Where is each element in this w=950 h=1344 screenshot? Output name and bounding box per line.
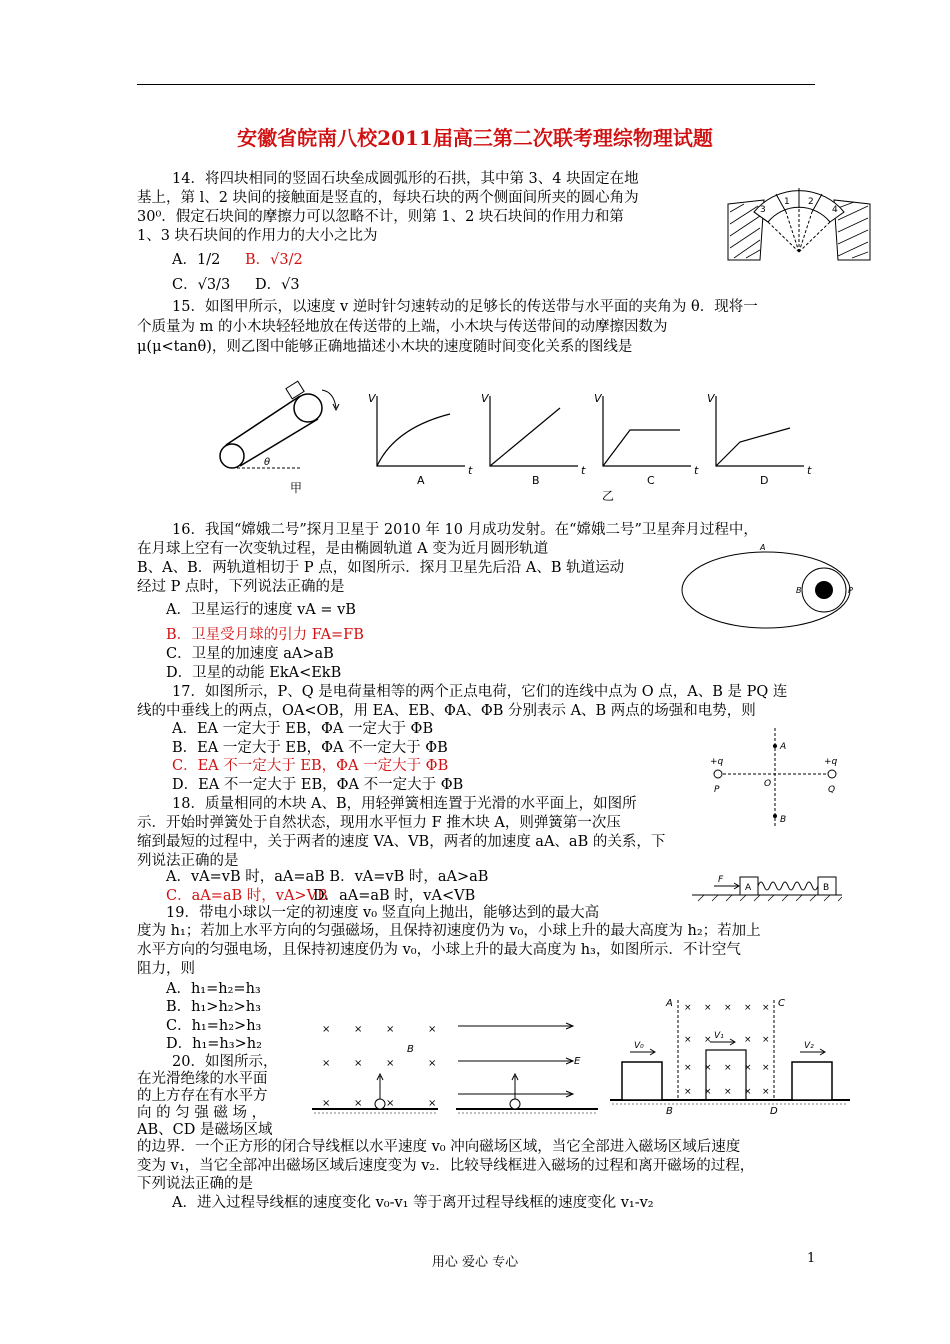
graph-b-t-axis: t (581, 464, 586, 477)
q14-line-4: 1、3 块石块间的作用力的大小之比为 (137, 228, 378, 244)
q15-line-3: μ(μ<tanθ)，则乙图中能够正确地描述小木块的速度随时间变化关系的图线是 (137, 339, 633, 355)
orbit-figure (676, 540, 856, 638)
header-rule (137, 84, 815, 85)
conveyor-belt (220, 381, 339, 495)
charge-p-sign: +q (710, 757, 724, 767)
svg-text:×: × (704, 1035, 712, 1045)
q14-option-b: B．√3/2 (245, 252, 303, 268)
q20-left-line-1: 20．如图所示， (172, 1054, 278, 1070)
svg-text:×: × (762, 1035, 770, 1045)
stone-label-1: 1 (784, 197, 790, 207)
field-e-label: E (574, 1056, 581, 1067)
page-title: 安徽省皖南八校2011届高三第二次联考理综物理试题 (237, 126, 713, 150)
point-p-label: P (714, 785, 720, 795)
svg-text:×: × (744, 1003, 752, 1013)
q18-line-4: 列说法正确的是 (137, 853, 239, 869)
q19-option-b: B．h₁>h₂>h₃ (166, 999, 261, 1015)
stone-arch-figure (724, 172, 874, 264)
q17-line-2: 线的中垂线上的两点，OA<OB，用 EA、EB、ΦA、ΦB 分别表示 A、B 两点的场强和电势，则 (137, 703, 756, 719)
graph-a-t-axis: t (468, 464, 473, 477)
point-p-label: P (848, 586, 853, 595)
q20-left-line-5: AB、CD 是磁场区域 (137, 1122, 273, 1138)
point-a-label: A (780, 742, 787, 752)
page-footer: 用心 爱心 专心 (431, 1255, 519, 1270)
q17-option-b: B．EA 一定大于 EB，ΦA 不一定大于 ΦB (172, 740, 448, 756)
fig-jia-label: 甲 (290, 481, 303, 495)
stone-label-2: 2 (808, 197, 814, 207)
spring-blocks-figure (692, 868, 842, 902)
q14-line-1: 14．将四块相同的竖固石块垒成圆弧形的石拱，其中第 3、4 块固定在地 (172, 171, 639, 187)
graph-c-t-axis: t (694, 464, 699, 477)
svg-text:×: × (428, 1024, 437, 1035)
svg-text:×: × (744, 1035, 752, 1045)
point-charges-figure (700, 726, 850, 828)
graph-a-label: A (417, 474, 425, 487)
page-number: 1 (807, 1251, 816, 1266)
graph-d-t-axis: t (807, 464, 812, 477)
q16-option-a: A．卫星运行的速度 vA = vB (166, 602, 356, 618)
q17-option-a: A．EA 一定大于 EB，ΦA 一定大于 ΦB (172, 721, 434, 737)
svg-text:×: × (744, 1087, 752, 1097)
q14-option-d: D．√3 (255, 277, 300, 293)
svg-text:×: × (724, 1063, 732, 1073)
graph-d-v-axis: V (707, 392, 715, 405)
svg-text:×: × (704, 1087, 712, 1097)
q18-option-d: D．aA=aB 时，vA<VB (313, 888, 476, 904)
q17-option-c: C．EA 不一定大于 EB，ΦA 一定大于 ΦB (172, 758, 449, 774)
svg-text:×: × (354, 1058, 363, 1069)
svg-text:×: × (704, 1063, 712, 1073)
conveyor-and-graphs-figure (210, 378, 830, 503)
orbit-a-label: A (760, 543, 766, 552)
q17-option-d: D．EA 不一定大于 EB，ΦA 不一定大于 ΦB (172, 777, 464, 793)
theta-label: θ (264, 457, 271, 468)
velocity-v0-label: V₀ (634, 1041, 644, 1051)
point-o-label: O (764, 779, 772, 789)
velocity-v1-label: V₁ (714, 1031, 724, 1041)
graph-b-v-axis: V (481, 392, 489, 405)
svg-text:×: × (704, 1003, 712, 1013)
svg-text:×: × (762, 1063, 770, 1073)
q15-line-2: 个质量为 m 的小木块轻轻地放在传送带的上端，小木块与传送带间的动摩擦因数为 (137, 319, 668, 335)
boundary-a-label: A (666, 998, 673, 1009)
velocity-v2-label: V₂ (804, 1041, 814, 1051)
q16-line-4: 经过 P 点时，下列说法正确的是 (137, 579, 345, 595)
graph-c-v-axis: V (594, 392, 602, 405)
svg-text:×: × (744, 1063, 752, 1073)
q14-line-3: 30⁰．假定石块间的摩擦力可以忽略不计，则第 1、2 块石块间的作用力和第 (137, 209, 624, 225)
q20-option-a: A．进入过程导线框的速度变化 v₀-v₁ 等于离开过程导线框的速度变化 v₁-v₂ (172, 1195, 654, 1211)
point-q-label: Q (828, 785, 836, 795)
q18-line-2: 示．开始时弹簧处于自然状态，现用水平恒力 F 推木块 A，则弹簧第一次压 (137, 815, 621, 831)
point-b-label: B (780, 815, 787, 825)
q16-option-c: C．卫星的加速度 aA>aB (166, 646, 334, 662)
svg-text:×: × (354, 1024, 363, 1035)
q20-line-2: 变为 v₁，当它全部冲出磁场区域后速度变为 v₂．比较导线框进入磁场的过程和离开磁场的过程， (137, 1158, 755, 1174)
q18-line-3: 缩到最短的过程中，关于两者的速度 VA、VB，两者的加速度 aA、aB 的关系，下 (137, 834, 666, 850)
q20-left-line-2: 在光滑绝缘的水平面 (137, 1071, 268, 1087)
block-a-label: A (745, 883, 752, 893)
q16-line-3: B、A、B．两轨道相切于 P 点，如图所示．探月卫星先后沿 A、B 轨道运动 (137, 560, 625, 576)
ball-fields-figure (310, 1016, 600, 1118)
field-b-label: B (407, 1044, 414, 1055)
q19-option-c: C．h₁=h₂>h₃ (166, 1018, 262, 1034)
force-f-label: F (718, 875, 724, 885)
svg-text:×: × (354, 1098, 363, 1109)
svg-text:×: × (322, 1058, 331, 1069)
q14-option-c: C．√3/3 (172, 277, 231, 293)
svg-text:×: × (386, 1024, 395, 1035)
q18-option-c: C．aA=aB 时，vA>VB (166, 888, 328, 904)
svg-text:×: × (386, 1098, 395, 1109)
q20-line-3: 下列说法正确的是 (137, 1176, 253, 1192)
graph-c-label: C (647, 474, 655, 487)
boundary-c-label: C (778, 998, 785, 1009)
boundary-b-label: B (666, 1106, 673, 1117)
svg-text:×: × (762, 1003, 770, 1013)
q20-left-line-3: 的上方存在有水平方 (137, 1088, 268, 1104)
fig-yi-label: 乙 (602, 489, 615, 503)
q20-line-1: 的边界．一个正方形的闭合导线框以水平速度 v₀ 冲向磁场区域，当它全部进入磁场区域后速度 (137, 1139, 741, 1155)
svg-text:×: × (684, 1063, 692, 1073)
svg-text:×: × (684, 1035, 692, 1045)
q19-option-d: D．h₁=h₃>h₂ (166, 1036, 262, 1052)
q16-option-d: D．卫星的动能 EkA<EkB (166, 665, 342, 681)
q15-line-1: 15．如图甲所示，以速度 v 逆时针匀速转动的足够长的传送带与水平面的夹角为 θ．现将一 (172, 299, 758, 315)
q20-left-line-4: 向 的 匀 强 磁 场 ， (137, 1105, 267, 1121)
q19-line-2: 度为 h₁；若加上水平方向的匀强磁场，且保持初速度仍为 v₀，小球上升的最大高度为 h₂；若加上 (137, 923, 761, 939)
stone-label-4: 4 (832, 205, 838, 215)
graph-d-label: D (760, 474, 769, 487)
svg-text:×: × (724, 1003, 732, 1013)
q14-option-a: A．1/2 (172, 252, 221, 268)
q16-line-1: 16．我国“嫦娥二号”探月卫星于 2010 年 10 月成功发射。在“嫦娥二号”卫星奔月过程中， (172, 522, 758, 538)
q14-line-2: 基上，第 l、2 块间的接触面是竖直的，每块石块的两个侧面间所夹的圆心角为 (137, 190, 639, 206)
charge-q-sign: +q (824, 757, 838, 767)
svg-text:×: × (684, 1003, 692, 1013)
graph-a-v-axis: V (368, 392, 376, 405)
q16-option-b: B．卫星受月球的引力 FA=FB (166, 627, 364, 643)
q16-line-2: 在月球上空有一次变轨过程，是由椭圆轨道 A 变为近月圆形轨道 (137, 541, 549, 557)
boundary-d-label: D (770, 1106, 778, 1117)
block-b-label: B (823, 883, 830, 893)
orbit-b-label: B (796, 586, 802, 595)
stone-label-3: 3 (760, 205, 766, 215)
svg-text:×: × (386, 1058, 395, 1069)
q18-line-1: 18．质量相同的木块 A、B，用轻弹簧相连置于光滑的水平面上，如图所 (172, 796, 637, 812)
svg-text:×: × (322, 1024, 331, 1035)
q19-line-1: 19．带电小球以一定的初速度 v₀ 竖直向上抛出，能够达到的最大高 (166, 905, 600, 921)
q19-line-4: 阻力，则 (137, 961, 195, 977)
q19-line-3: 水平方向的匀强电场，且保持初速度仍为 v₀，小球上升的最大高度为 h₃，如图所示．不计空气 (137, 942, 741, 958)
svg-text:×: × (428, 1058, 437, 1069)
svg-text:×: × (762, 1087, 770, 1097)
q17-line-1: 17．如图所示，P、Q 是电荷量相等的两个正点电荷，它们的连线中点为 O 点，A、B 是 PQ 连 (172, 684, 788, 700)
q19-option-a: A．h₁=h₂=h₃ (166, 981, 261, 997)
q18-options-ab: A．vA=vB 时，aA=aB B．vA=vB 时，aA>aB (166, 869, 489, 885)
graph-b-label: B (532, 474, 540, 487)
svg-text:×: × (684, 1087, 692, 1097)
svg-text:×: × (428, 1098, 437, 1109)
svg-text:×: × (724, 1087, 732, 1097)
svg-text:×: × (322, 1098, 331, 1109)
magnetic-frame-figure (610, 994, 850, 1118)
